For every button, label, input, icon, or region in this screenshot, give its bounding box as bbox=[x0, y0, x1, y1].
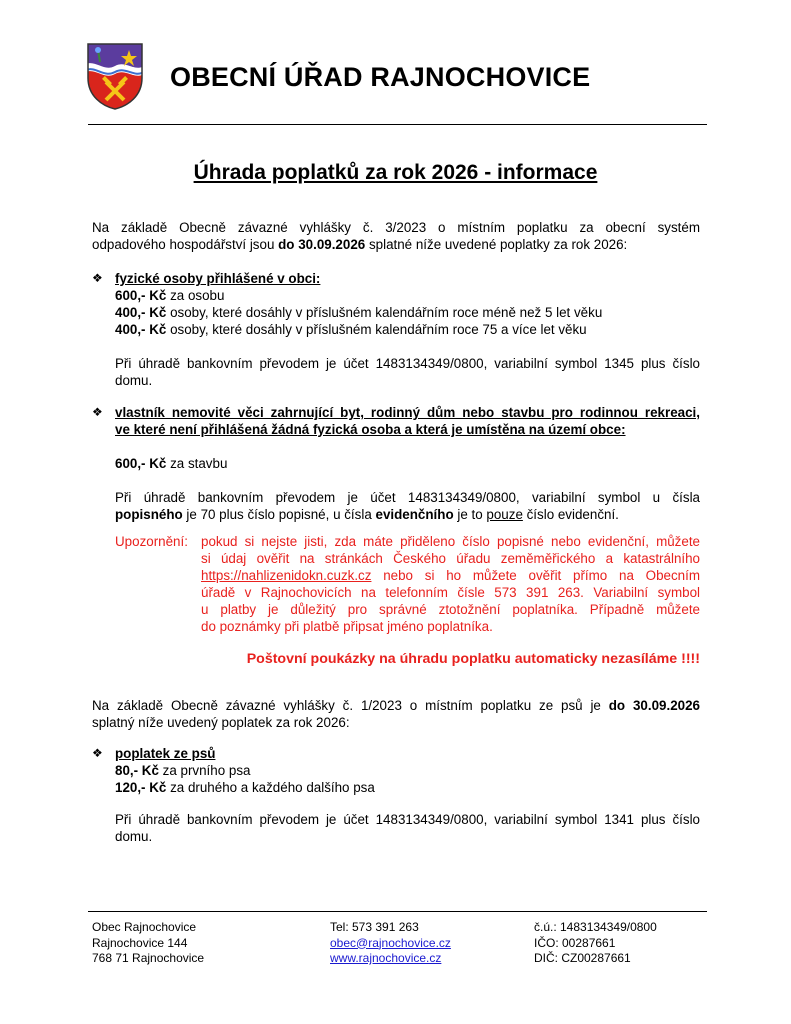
warning-line: u platby je důležitý pro správné ztotožnění poplatníka. Případně můžete bbox=[201, 602, 700, 617]
intro-paragraph-line2: odpadového hospodářství jsou do 30.09.2026 splatné níže uvedené poplatky za rok 2026: bbox=[92, 237, 628, 252]
section1-payment-line1: Při úhradě bankovním převodem je účet 1483134349/0800, variabilní symbol 1345 plus číslo bbox=[115, 356, 700, 371]
section1-payment-line2: domu. bbox=[115, 373, 153, 388]
footer-phone: Tel: 573 391 263 bbox=[330, 920, 419, 934]
footer-contact bbox=[330, 920, 451, 967]
office-title: OBECNÍ ÚŘAD RAJNOCHOVICE bbox=[170, 62, 591, 92]
footer-address: Obec Rajnochovice Rajnochovice 144 768 71 Rajnochovice bbox=[92, 920, 205, 965]
warning-line: do poznámky při platbě připsat jméno poplatníka. bbox=[201, 619, 493, 634]
section2-payment-line2: popisného je 70 plus číslo popisné, u čísla evidenčního je to pouze číslo evidenční. bbox=[115, 507, 619, 522]
bullet-icon: ❖ bbox=[92, 271, 103, 285]
warning-line: pokud si nejste jisti, zda máte přiděleno číslo popisné nebo evidenční, můžete bbox=[201, 534, 700, 549]
fee-row: 600,- Kč za stavbu bbox=[115, 456, 228, 471]
section2-heading-line1: vlastník nemovité věci zahrnující byt, rodinný dům nebo stavbu pro rodinnou rekreaci, bbox=[115, 405, 700, 420]
warning-label: Upozornění: bbox=[115, 534, 188, 549]
footer-email-link[interactable]: obec@rajnochovice.cz bbox=[330, 935, 451, 950]
fee-row: 400,- Kč osoby, které dosáhly v příslušném kalendářním roce 75 a více let věku bbox=[115, 322, 587, 337]
warning-line: https://nahlizenidokn.cuzk.cz nebo si ho můžete ověřit přímo na Obecním bbox=[201, 568, 700, 583]
section3-heading: poplatek ze psů bbox=[115, 746, 216, 761]
fee-row: 400,- Kč osoby, které dosáhly v příslušném kalendářním roce méně než 5 let věku bbox=[115, 305, 603, 320]
fee-row: 120,- Kč za druhého a každého dalšího psa bbox=[115, 780, 375, 795]
header-divider bbox=[88, 124, 707, 125]
cadastre-link[interactable]: https://nahlizenidokn.cuzk.cz bbox=[201, 568, 372, 583]
document-title: Úhrada poplatků za rok 2026 - informace bbox=[193, 161, 598, 184]
section3-payment-line2: domu. bbox=[115, 829, 153, 844]
bullet-icon: ❖ bbox=[92, 405, 103, 419]
due-date: do 30.09.2026 bbox=[278, 237, 366, 252]
intro-paragraph-line1: Na základě Obecně závazné vyhlášky č. 3/2023 o místním poplatku za obecní systém bbox=[92, 220, 700, 235]
intro2-line2: splatný níže uvedený poplatek za rok 2026: bbox=[92, 715, 350, 730]
section2-payment-line1: Při úhradě bankovním převodem je účet 1483134349/0800, variabilní symbol u čísla bbox=[115, 490, 700, 505]
section3-payment-line1: Při úhradě bankovním převodem je účet 1483134349/0800, variabilní symbol 1341 plus číslo bbox=[115, 812, 700, 827]
intro2-line1: Na základě Obecně závazné vyhlášky č. 1/2023 o místním poplatku ze psů je do 30.09.2026 bbox=[92, 698, 700, 713]
warning-line: si údaj ověřit na stránkách Českého úřadu zeměměřického a katastrálního bbox=[201, 551, 700, 566]
fee-row: 80,- Kč za prvního psa bbox=[115, 763, 251, 778]
no-postal-slips-notice: Poštovní poukázky na úhradu poplatku automaticky nezasíláme !!!! bbox=[246, 651, 700, 667]
coat-of-arms-icon bbox=[86, 42, 144, 110]
footer-web-link[interactable]: www.rajnochovice.cz bbox=[330, 951, 442, 965]
warning-line: úřadě v Rajnochovicích na telefonním čísle 573 391 263. Variabilní symbol bbox=[201, 585, 700, 600]
section2-heading-line2: ve které není přihlášená žádná fyzická osoba a která je umístěna na území obce: bbox=[115, 422, 626, 437]
footer-divider bbox=[88, 911, 707, 912]
footer-ids: č.ú.: 1483134349/0800 IČO: 00287661 DIČ: CZ00287661 bbox=[534, 920, 657, 965]
due-date: do 30.09.2026 bbox=[608, 698, 700, 713]
fee-row: 600,- Kč za osobu bbox=[115, 288, 225, 303]
section1-heading: fyzické osoby přihlášené v obci: bbox=[115, 271, 321, 286]
bullet-icon: ❖ bbox=[92, 746, 103, 760]
